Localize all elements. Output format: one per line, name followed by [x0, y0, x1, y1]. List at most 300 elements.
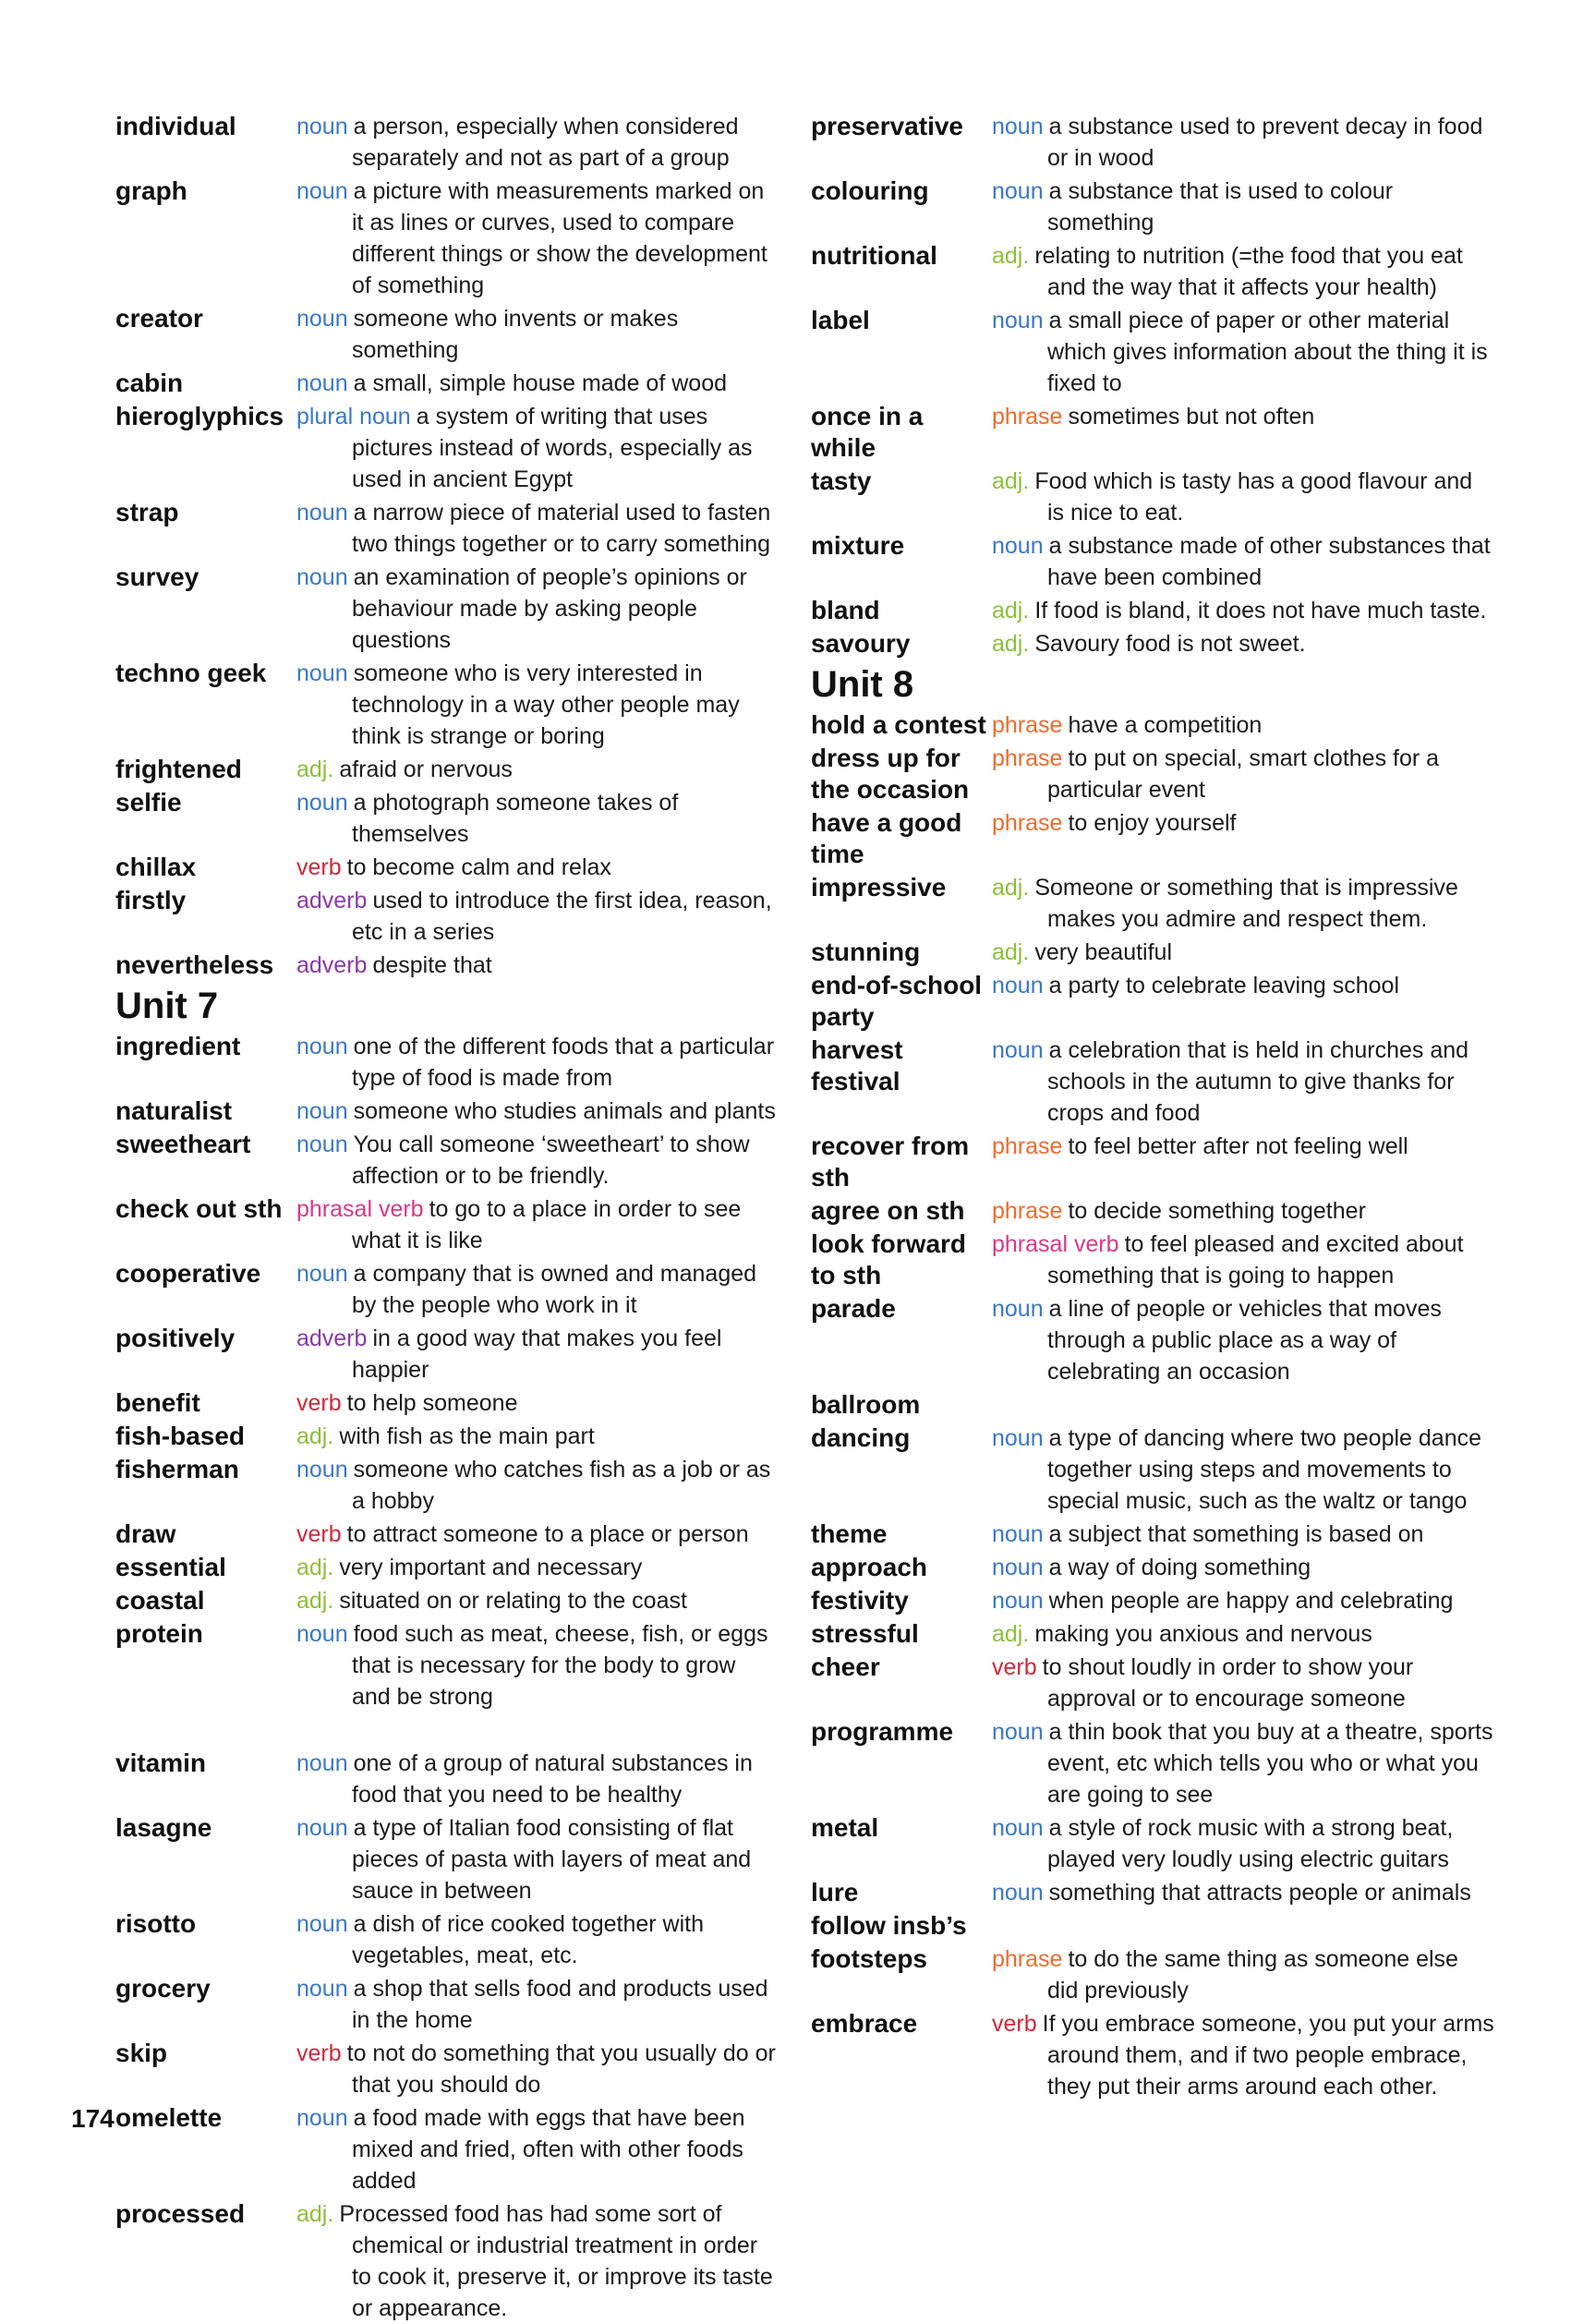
definition-text: to feel better after not feeling well — [1068, 1133, 1408, 1159]
entry-word: footsteps — [811, 1944, 927, 1973]
entry-word: naturalist — [115, 1096, 233, 1125]
definition-text: a food made with eggs that have been mixed and fried, often with other foods added — [352, 2105, 745, 2194]
entry-word: dancing — [811, 1423, 911, 1452]
entry-word: recover from sth — [811, 1132, 970, 1192]
definition-text: when people are happy and celebrating — [1048, 1588, 1454, 1614]
glossary-entry — [115, 1258, 780, 1321]
left-entry-list — [115, 111, 780, 981]
entry-word: lure — [811, 1878, 859, 1906]
part-of-speech: phrase — [992, 745, 1063, 771]
part-of-speech: adverb — [296, 1325, 368, 1351]
entry-word: vitamin — [115, 1749, 207, 1777]
definition-text: someone who studies animals and plants — [353, 1098, 776, 1124]
entry-definition — [296, 885, 780, 948]
glossary-entry — [811, 1618, 1494, 1650]
entry-word: processed — [115, 2199, 246, 2228]
entry-definition — [296, 303, 780, 366]
part-of-speech: adj. — [992, 875, 1030, 901]
glossary-entry — [115, 303, 780, 366]
entry-word: draw — [115, 1519, 176, 1548]
glossary-entry — [115, 176, 780, 301]
entry-definition — [992, 2008, 1494, 2102]
entry-definition — [296, 658, 780, 752]
part-of-speech: phrase — [992, 712, 1063, 738]
definition-text: used to introduce the first idea, reason, etc in a series — [352, 888, 772, 945]
glossary-entry — [115, 2198, 780, 2324]
entry-word: techno geek — [115, 659, 267, 687]
entry-word: ballroom — [811, 1390, 921, 1419]
entry-word: benefit — [115, 1388, 200, 1417]
part-of-speech: phrase — [992, 1133, 1063, 1159]
glossary-entry — [115, 401, 780, 495]
part-of-speech: adj. — [992, 243, 1030, 269]
entry-definition — [992, 743, 1494, 805]
entry-word: colouring — [811, 176, 929, 205]
entry-word: survey — [115, 563, 199, 591]
glossary-entry — [115, 658, 780, 752]
entry-definition — [992, 595, 1494, 626]
glossary-entry — [115, 1421, 780, 1452]
glossary-entry — [811, 1229, 1494, 1291]
definition-text: a person, especially when considered separately and not as part of a group — [352, 114, 739, 171]
entry-definition — [296, 176, 780, 301]
entry-definition — [992, 1195, 1494, 1227]
glossary-entry — [811, 401, 1494, 464]
part-of-speech: verb — [296, 1521, 342, 1547]
definition-text: a substance used to prevent decay in food or in wood — [1047, 114, 1483, 171]
part-of-speech: noun — [296, 1815, 348, 1841]
glossary-entry — [115, 1618, 780, 1713]
entry-definition — [992, 1035, 1494, 1129]
entry-word: mixture — [811, 531, 905, 560]
part-of-speech: verb — [296, 854, 342, 880]
part-of-speech: adj. — [992, 1621, 1030, 1647]
entry-word: selfie — [115, 788, 182, 817]
part-of-speech: plural noun — [296, 404, 411, 430]
entry-definition — [296, 1129, 780, 1192]
glossary-entry — [811, 1131, 1494, 1193]
definition-text: despite that — [372, 952, 492, 978]
entry-definition — [296, 1552, 780, 1583]
part-of-speech: noun — [992, 1296, 1044, 1322]
definition-text: a substance made of other substances that have been combined — [1047, 533, 1491, 590]
part-of-speech: adj. — [992, 631, 1030, 657]
entry-definition — [296, 852, 780, 883]
glossary-entry — [115, 1973, 780, 2036]
part-of-speech: adverb — [296, 888, 368, 914]
entry-definition — [296, 1973, 780, 2036]
entry-word: coastal — [115, 1586, 205, 1615]
definition-text: to attract someone to a place or person — [346, 1521, 749, 1547]
right-entry-list — [811, 111, 1494, 660]
entry-word: cheer — [811, 1652, 880, 1681]
part-of-speech: phrase — [992, 810, 1063, 836]
glossary-entry — [811, 111, 1494, 174]
entry-word: stunning — [811, 938, 921, 966]
entry-word: have a good time — [811, 808, 962, 868]
entry-word: omelette — [115, 2103, 223, 2132]
definition-text: a party to celebrate leaving school — [1048, 973, 1400, 999]
entry-definition — [296, 2102, 780, 2197]
glossary-entry — [115, 1323, 780, 1386]
glossary-entry — [811, 466, 1494, 528]
part-of-speech: noun — [296, 1911, 348, 1937]
entry-definition — [296, 368, 780, 399]
part-of-speech: noun — [992, 1588, 1044, 1614]
entry-definition — [992, 1812, 1494, 1875]
part-of-speech: phrase — [992, 1946, 1063, 1972]
entry-word: savoury — [811, 629, 911, 658]
part-of-speech: adj. — [992, 939, 1030, 965]
definition-text: afraid or nervous — [339, 757, 513, 782]
entry-word: firstly — [115, 886, 187, 914]
entry-definition — [296, 1193, 780, 1256]
glossary-entry — [811, 530, 1494, 593]
definition-text: relating to nutrition (=the food that you eat and the way that it affects your health) — [1034, 243, 1463, 300]
glossary-entry — [115, 2102, 780, 2197]
entry-definition — [992, 1585, 1494, 1616]
part-of-speech: noun — [992, 1719, 1044, 1745]
entry-definition — [296, 754, 780, 785]
part-of-speech: noun — [992, 308, 1044, 333]
entry-word: creator — [115, 304, 203, 333]
glossary-entry — [811, 1552, 1494, 1583]
part-of-speech: noun — [296, 2105, 348, 2131]
glossary-entry — [115, 1095, 780, 1127]
glossary-entry — [115, 787, 780, 850]
glossary-entry — [115, 852, 780, 883]
definition-text: to go to a place in order to see what it is like — [352, 1196, 742, 1253]
entry-word: fish-based — [115, 1422, 246, 1450]
definition-text: to feel pleased and excited about something that is going to happen — [1047, 1231, 1464, 1289]
glossary-entry — [811, 1519, 1494, 1550]
definition-text: a style of rock music with a strong beat, played very loudly using electric guitars — [1047, 1815, 1454, 1872]
glossary-entry — [811, 176, 1494, 238]
part-of-speech: adj. — [296, 2201, 334, 2227]
glossary-entry — [811, 628, 1494, 660]
entry-word: festivity — [811, 1586, 909, 1615]
entry-definition — [992, 401, 1494, 432]
entry-word: cooperative — [115, 1259, 261, 1288]
part-of-speech: adj. — [296, 1555, 334, 1580]
unit-8-entry-list — [811, 709, 1494, 2102]
definition-text: Food which is tasty has a good flavour and is nice to eat. — [1034, 468, 1473, 526]
part-of-speech: phrasal verb — [296, 1196, 424, 1222]
entry-word: look forward to sth — [811, 1229, 967, 1289]
definition-text: with fish as the main part — [339, 1423, 595, 1449]
glossary-entry — [115, 562, 780, 656]
part-of-speech: noun — [992, 1521, 1044, 1547]
part-of-speech: phrase — [992, 404, 1063, 430]
glossary-entry — [115, 1748, 780, 1810]
definition-text: a subject that something is based on — [1048, 1521, 1424, 1547]
entry-definition — [992, 1422, 1494, 1517]
part-of-speech: noun — [296, 790, 348, 816]
glossary-entry — [811, 1877, 1494, 1908]
part-of-speech: noun — [296, 114, 348, 139]
glossary-entry — [115, 1585, 780, 1616]
entry-definition — [992, 807, 1494, 839]
entry-definition — [296, 1519, 780, 1550]
glossary-entry — [811, 970, 1494, 1033]
part-of-speech: noun — [992, 1815, 1044, 1841]
part-of-speech: noun — [296, 564, 348, 590]
part-of-speech: adj. — [296, 1423, 334, 1449]
entry-word: fisherman — [115, 1455, 239, 1483]
entry-word: frightened — [115, 755, 242, 783]
entry-word: nevertheless — [115, 950, 274, 979]
definition-text: Someone or something that is impressive makes you admire and respect them. — [1034, 875, 1458, 932]
glossary-entry — [115, 1031, 780, 1094]
entry-word: end-of-school party — [811, 971, 983, 1031]
entry-word: tasty — [811, 466, 872, 495]
definition-text: food such as meat, cheese, fish, or eggs that is necessary for the body to grow and be strong — [352, 1621, 768, 1710]
glossary-entry — [115, 2038, 780, 2100]
entry-word: programme — [811, 1717, 954, 1746]
entry-definition — [296, 2038, 780, 2100]
definition-text: a type of Italian food consisting of flat pieces of pasta with layers of meat and sauce in between — [352, 1815, 752, 1904]
entry-word: skip — [115, 2039, 168, 2067]
entry-word: stressful — [811, 1619, 919, 1648]
definition-text: an examination of people’s opinions or behaviour made by asking people questions — [352, 564, 747, 653]
glossary-entry — [811, 1910, 1494, 1942]
entry-definition — [296, 497, 780, 560]
entry-definition — [296, 401, 780, 495]
definition-text: a thin book that you buy at a theatre, sports event, etc which tells you who or what you are going to see — [1047, 1719, 1493, 1808]
definition-text: to become calm and relax — [346, 854, 611, 880]
entry-definition — [296, 1585, 780, 1616]
definition-text: a celebration that is held in churches and schools in the autumn to give thanks for crops and food — [1047, 1037, 1469, 1126]
part-of-speech: noun — [992, 1037, 1044, 1063]
glossary-entry — [811, 1585, 1494, 1616]
entry-word: hold a contest — [811, 710, 986, 739]
glossary-entry — [811, 709, 1494, 741]
definition-text: a type of dancing where two people dance together using steps and movements to special music, such as the waltz or tango — [1047, 1425, 1482, 1514]
definition-text: a dish of rice cooked together with vegetables, meat, etc. — [352, 1911, 705, 1968]
definition-text: one of a group of natural substances in food that you need to be healthy — [352, 1750, 753, 1808]
definition-text: a narrow piece of material used to fasten two things together or to carry something — [352, 500, 771, 557]
entry-word: ingredient — [115, 1032, 241, 1060]
right-column — [811, 109, 1494, 2102]
entry-definition — [296, 1748, 780, 1810]
entry-word: individual — [115, 112, 236, 140]
entry-definition — [992, 1552, 1494, 1583]
entry-definition — [992, 1652, 1494, 1714]
definition-text: Processed food has had some sort of chemical or industrial treatment in order to cook it, preserve it, or improve its taste or appearance. — [339, 2201, 773, 2321]
entry-word: protein — [115, 1619, 203, 1648]
entry-definition — [992, 111, 1494, 174]
glossary-entry — [811, 743, 1494, 805]
entry-definition — [296, 787, 780, 850]
entry-word: embrace — [811, 2009, 918, 2038]
entry-definition — [296, 1387, 780, 1419]
entry-definition — [296, 1095, 780, 1127]
glossary-entry — [811, 1195, 1494, 1227]
part-of-speech: noun — [992, 1880, 1044, 1906]
page-number: 174 — [71, 2104, 115, 2133]
definition-text: a picture with measurements marked on it as lines or curves, used to compare different things or show the development of something — [352, 178, 767, 298]
unit-7-entry-list — [115, 1031, 780, 2324]
part-of-speech: noun — [296, 1261, 348, 1287]
entry-word: approach — [811, 1553, 928, 1581]
definition-text: a shop that sells food and products used in the home — [352, 1976, 768, 2033]
definition-text: a small piece of paper or other material which gives information about the thing it is fixed to — [1047, 308, 1488, 396]
entry-definition — [296, 1812, 780, 1906]
glossary-entry — [811, 1293, 1494, 1387]
definition-text: a company that is owned and managed by the people who work in it — [352, 1261, 757, 1318]
part-of-speech: adj. — [992, 468, 1030, 494]
glossary-entry — [115, 1908, 780, 1971]
entry-word: essential — [115, 1553, 226, 1581]
entry-word: metal — [811, 1813, 879, 1842]
glossary-entry — [115, 368, 780, 399]
definition-text: to shout loudly in order to show your approval or to encourage someone — [1042, 1654, 1414, 1712]
entry-word: strap — [115, 498, 179, 527]
glossary-entry — [811, 240, 1494, 303]
entry-word: check out sth — [115, 1194, 283, 1223]
definition-text: a photograph someone takes of themselves — [352, 790, 679, 847]
part-of-speech: adverb — [296, 952, 368, 978]
definition-text: a line of people or vehicles that moves through a public place as a way of celebrating an occasion — [1047, 1296, 1442, 1385]
definition-text: very important and necessary — [339, 1555, 643, 1580]
entry-word: positively — [115, 1324, 236, 1352]
definition-text: to help someone — [346, 1390, 518, 1416]
entry-word: once in a while — [811, 402, 924, 462]
entry-word: bland — [811, 596, 880, 624]
definition-text: to decide something together — [1068, 1198, 1366, 1224]
part-of-speech: phrasal verb — [992, 1231, 1119, 1257]
part-of-speech: adj. — [992, 598, 1030, 623]
definition-text: someone who catches fish as a job or as a hobby — [352, 1457, 771, 1514]
entry-definition — [992, 1877, 1494, 1908]
entry-definition — [296, 1258, 780, 1321]
unit-8-heading: Unit 8 — [811, 664, 914, 705]
entry-word: parade — [811, 1294, 896, 1323]
glossary-entry — [811, 1035, 1494, 1129]
glossary-entry — [811, 1652, 1494, 1714]
definition-text: something that attracts people or animals — [1048, 1880, 1471, 1906]
definition-text: sometimes but not often — [1068, 404, 1315, 430]
part-of-speech: noun — [296, 306, 348, 332]
entry-definition — [296, 1618, 780, 1713]
entry-word: sweetheart — [115, 1130, 251, 1158]
entry-definition — [992, 530, 1494, 593]
glossary-entry — [811, 1389, 1494, 1421]
glossary-entry — [115, 1812, 780, 1906]
entry-word: nutritional — [811, 241, 937, 270]
part-of-speech: noun — [296, 370, 348, 396]
definition-text: making you anxious and nervous — [1034, 1621, 1372, 1647]
entry-word: theme — [811, 1519, 888, 1548]
part-of-speech: noun — [992, 533, 1044, 559]
entry-definition — [992, 1293, 1494, 1387]
definition-text: a system of writing that uses pictures instead of words, especially as used in ancient Egypt — [352, 404, 753, 492]
definition-text: very beautiful — [1034, 939, 1173, 965]
part-of-speech: adj. — [296, 1588, 334, 1614]
definition-text: to do the same thing as someone else did previously — [1047, 1946, 1458, 2003]
glossary-entry — [115, 111, 780, 174]
definition-text: in a good way that makes you feel happier — [352, 1325, 722, 1383]
entry-word: dress up for the occasion — [811, 744, 970, 804]
part-of-speech: verb — [296, 2040, 342, 2066]
entry-definition — [992, 970, 1494, 1001]
entry-word: graph — [115, 176, 187, 205]
glossary-entry — [115, 950, 780, 981]
entry-definition — [992, 176, 1494, 238]
glossary-entry — [115, 754, 780, 785]
glossary-entry — [115, 885, 780, 948]
glossary-entry — [811, 807, 1494, 870]
glossary-entry — [115, 1552, 780, 1583]
part-of-speech: noun — [296, 1621, 348, 1647]
entry-word: impressive — [811, 873, 947, 902]
definition-text: to not do something that you usually do or that you should do — [346, 2040, 776, 2098]
entry-definition — [992, 1716, 1494, 1810]
entry-definition — [296, 1454, 780, 1517]
entry-definition — [296, 1323, 780, 1386]
entry-definition — [296, 1031, 780, 1094]
entry-word: hieroglyphics — [115, 402, 284, 430]
part-of-speech: phrase — [992, 1198, 1063, 1224]
entry-definition — [992, 1229, 1494, 1291]
entry-definition — [992, 628, 1494, 660]
unit-7-heading: Unit 7 — [115, 986, 219, 1026]
definition-text: someone who is very interested in technology in a way other people may think is strange or boring — [352, 660, 740, 749]
glossary-entry — [811, 872, 1494, 935]
part-of-speech: verb — [992, 1654, 1037, 1680]
entry-word: chillax — [115, 853, 197, 881]
glossary-entry — [811, 937, 1494, 968]
left-column — [115, 109, 780, 2324]
definition-text: You call someone ‘sweetheart’ to show affection or to be friendly. — [352, 1132, 750, 1189]
entry-word: lasagne — [115, 1813, 212, 1842]
part-of-speech: noun — [296, 1457, 348, 1483]
entry-word: grocery — [115, 1974, 211, 2003]
part-of-speech: verb — [992, 2011, 1037, 2037]
part-of-speech: noun — [992, 1425, 1044, 1451]
entry-definition — [296, 950, 780, 981]
entry-definition — [296, 1908, 780, 1971]
part-of-speech: verb — [296, 1390, 342, 1416]
glossary-entry — [115, 1519, 780, 1550]
entry-definition — [992, 1131, 1494, 1162]
part-of-speech: adj. — [296, 757, 334, 782]
entry-word: label — [811, 306, 870, 334]
entry-word: risotto — [115, 1909, 197, 1938]
definition-text: Savoury food is not sweet. — [1034, 631, 1306, 657]
entry-word: follow insb’s — [811, 1911, 967, 1940]
part-of-speech: noun — [296, 660, 348, 686]
part-of-speech: noun — [296, 1976, 348, 2002]
entry-definition — [992, 305, 1494, 399]
entry-definition — [992, 709, 1494, 741]
glossary-entry — [115, 1129, 780, 1192]
glossary-entry — [811, 595, 1494, 626]
definition-text: one of the different foods that a particular type of food is made from — [352, 1034, 775, 1091]
part-of-speech: noun — [296, 1034, 348, 1059]
part-of-speech: noun — [296, 1098, 348, 1124]
glossary-entry — [115, 497, 780, 560]
entry-word: cabin — [115, 369, 184, 397]
glossary-entry — [811, 305, 1494, 399]
entry-definition — [992, 937, 1494, 968]
definition-text: situated on or relating to the coast — [339, 1588, 687, 1614]
glossary-entry — [811, 1943, 1494, 2006]
definition-text: a small, simple house made of wood — [353, 370, 727, 396]
glossary-entry — [811, 1812, 1494, 1875]
definition-text: If you embrace someone, you put your arms around them, and if two people embrace, they put their arms around each other. — [1042, 2011, 1494, 2100]
entry-definition — [992, 1618, 1494, 1650]
